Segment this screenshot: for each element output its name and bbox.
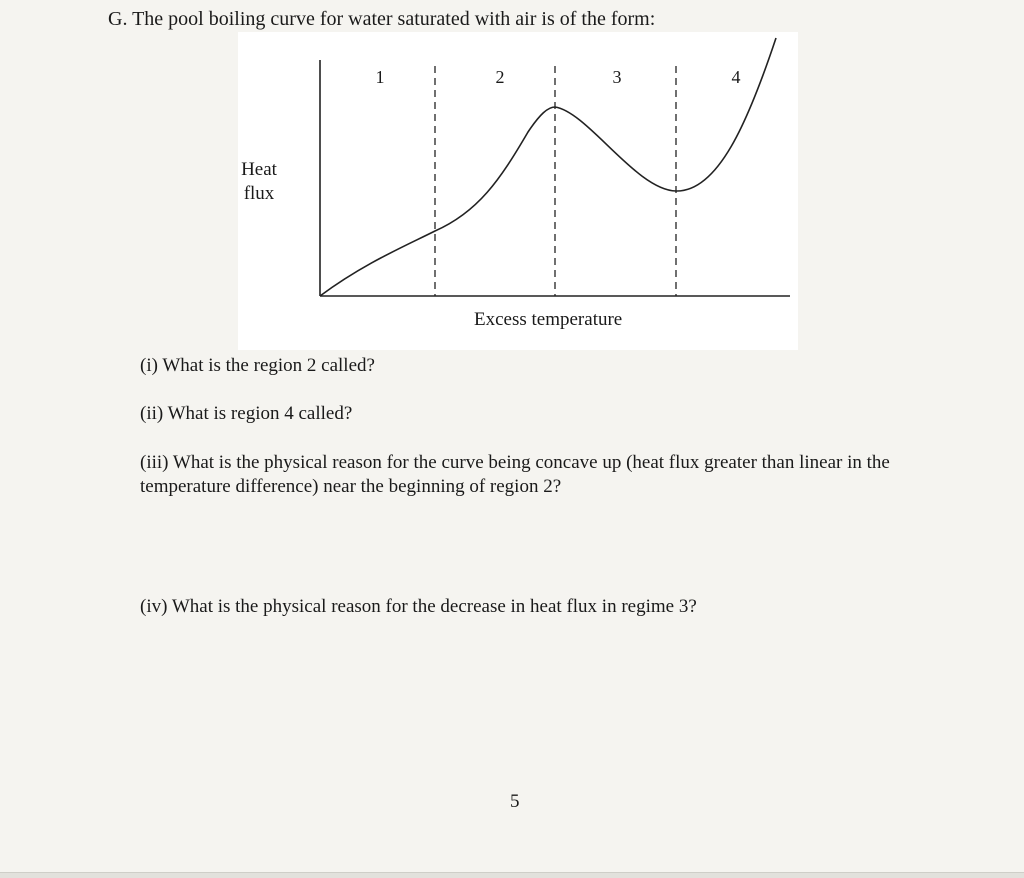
page-number: 5 — [510, 791, 520, 812]
region-label-3: 3 — [612, 67, 622, 87]
question-iii: (iii) What is the physical reason for the curve being concave up (heat flux greater than linear in the temperature difference) near the beginning of region 2? — [140, 452, 890, 497]
y-axis-label — [238, 158, 280, 206]
region-label-4: 4 — [731, 67, 741, 87]
y-axis-label-line2: flux — [243, 183, 275, 204]
question-iv: (iv) What is the physical reason for the decrease in heat flux in regime 3? — [140, 596, 697, 617]
question-heading: G. The pool boiling curve for water saturated with air is of the form: — [108, 8, 656, 30]
question-i: (i) What is the region 2 called? — [140, 355, 375, 376]
page-bottom-edge — [0, 872, 1024, 878]
region-label-1: 1 — [375, 67, 385, 87]
boiling-curve-figure — [238, 32, 798, 350]
y-axis-label-line1: Heat — [241, 159, 277, 180]
question-ii: (ii) What is region 4 called? — [140, 403, 353, 424]
x-axis-label: Excess temperature — [474, 309, 623, 330]
region-label-2: 2 — [495, 67, 505, 87]
boiling-curve-diagram — [238, 32, 798, 350]
